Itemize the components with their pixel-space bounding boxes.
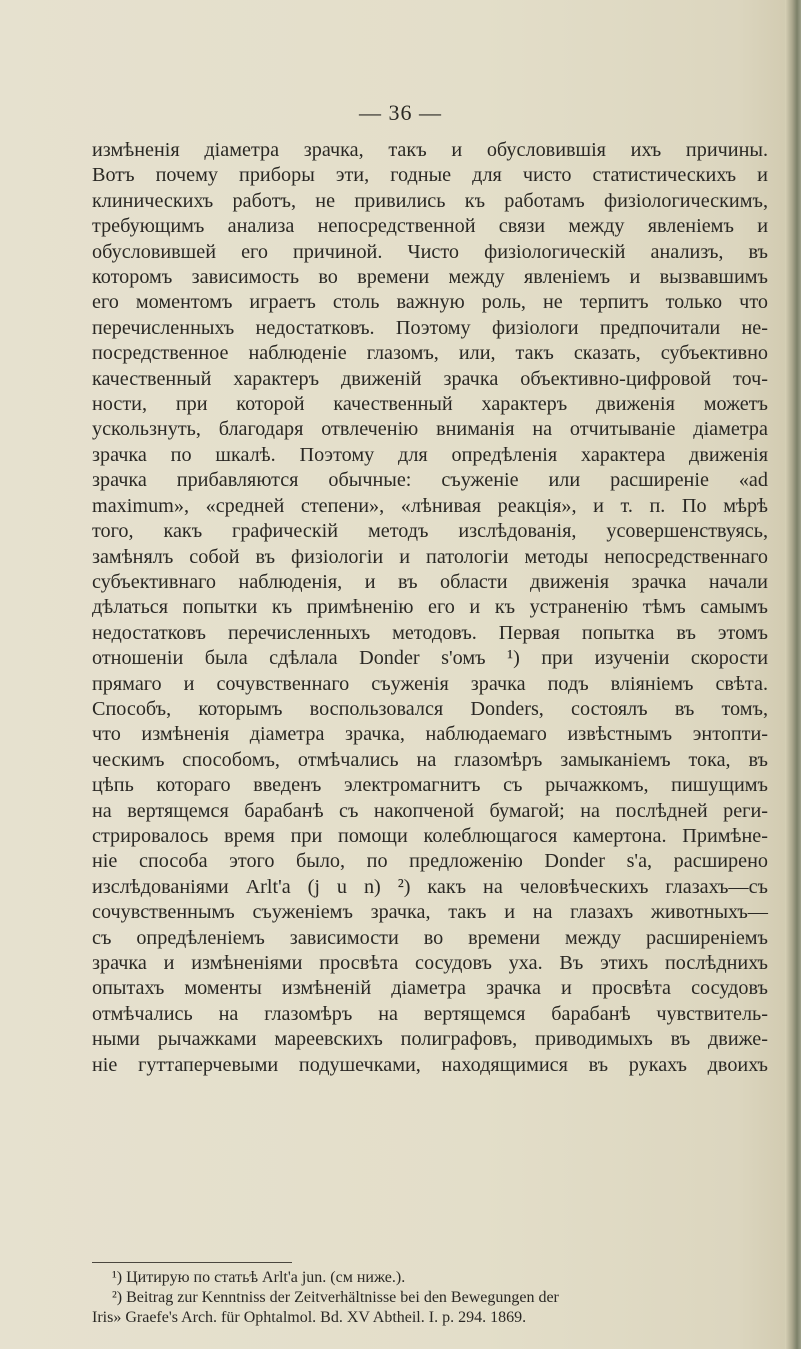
text-line: сочувственнымъ съуженіемъ зрачка, такъ и на глазахъ животныхъ— — [92, 901, 768, 924]
text-line: ными рычажками мареевскихъ полиграфовъ, приводимыхъ въ движе- — [92, 1028, 768, 1051]
text-line: его моментомъ играетъ столь важную роль, не терпитъ только что — [92, 291, 768, 314]
text-line: прямаго и сочувственнаго съуженія зрачка подъ вліяніемъ свѣта. — [92, 672, 768, 695]
text-line: опытахъ моменты измѣненій діаметра зрачка и просвѣта сосудовъ — [92, 977, 768, 1000]
text-line: что измѣненія діаметра зрачка, наблюдаемаго извѣстнымъ энтопти- — [92, 723, 768, 746]
text-line: требующимъ анализа непосредственной связи между явленіемъ и — [92, 215, 768, 238]
text-line: цѣпь котораго введенъ электромагнитъ съ рычажкомъ, пишущимъ — [92, 774, 768, 797]
text-line: Способъ, которымъ воспользовался Donders, состоялъ въ томъ, — [92, 697, 768, 720]
text-line: обусловившей его причиной. Чисто физіологическій анализъ, въ — [92, 240, 768, 263]
footnote-2: ²) Beitrag zur Kenntniss der Zeitverhältnisse bei den Bewegungen der — [112, 1289, 559, 1306]
text-line: зрачка прибавляются обычные: съуженіе или расширеніе «ad — [92, 469, 768, 492]
body-text — [92, 138, 768, 1078]
text-line: посредственное наблюденіе глазомъ, или, такъ сказать, субъективно — [92, 342, 768, 365]
text-line: качественный характеръ движеній зрачка объективно-цифровой точ- — [92, 367, 768, 390]
text-line: клиническихъ работъ, не привились къ работамъ физіологическимъ, — [92, 189, 768, 212]
text-line: стрировалось время при помощи колеблющагося камертона. Примѣне- — [92, 824, 768, 847]
text-line: изслѣдованіями Arlt'a (j u n) ²) какъ на человѣческихъ глазахъ—съ — [92, 875, 768, 898]
text-line: ніе способа этого было, по предложенію Donder s'a, расширено — [92, 850, 768, 873]
text-line: недостатковъ перечисленныхъ методовъ. Первая попытка въ этомъ — [92, 621, 768, 644]
text-line: ускользнуть, благодаря отвлеченію вниманія на отчитываніе діаметра — [92, 418, 768, 441]
text-line: Вотъ почему приборы эти, годные для чисто статистическихъ и — [92, 164, 768, 187]
text-line: ніе гуттаперчевыми подушечками, находящимися въ рукахъ двоихъ — [92, 1053, 768, 1076]
footnote-divider — [92, 1262, 292, 1263]
text-line: maximum», «средней степени», «лѣнивая реакція», и т. п. По мѣрѣ — [92, 494, 768, 517]
text-line: отношеніи была сдѣлала Donder s'омъ ¹) при изученіи скорости — [92, 647, 768, 670]
text-line: съ опредѣленіемъ зависимости во времени между расширеніемъ — [92, 926, 768, 949]
text-line: отмѣчались на глазомѣръ на вертящемся барабанѣ чувствитель- — [92, 1002, 768, 1025]
footnote-1: ¹) Цитирую по статьѣ Arlt'a jun. (см ниже.). — [112, 1269, 406, 1286]
text-line: того, какъ графическій методъ изслѣдованія, усовершенствуясь, — [92, 520, 768, 543]
text-line: измѣненія діаметра зрачка, такъ и обусловившія ихъ причины. — [92, 139, 768, 161]
page-number: — 36 — — [359, 100, 442, 125]
footnote-2-continuation: Iris» Graefe's Arch. für Ophtalmol. Bd. XV Abtheil. I. p. 294. 1869. — [92, 1309, 527, 1326]
text-line: субъективнаго наблюденія, и въ области движенія зрачка начали — [92, 570, 768, 593]
text-line: перечисленныхъ недостатковъ. Поэтому физіологи предпочитали не- — [92, 316, 768, 339]
text-line: зрачка по шкалѣ. Поэтому для опредѣленія характера движенія — [92, 443, 768, 466]
text-line: замѣнялъ собой въ физіологіи и патологіи методы непосредственнаго — [92, 545, 768, 568]
page-edge-shadow — [785, 0, 801, 1349]
text-line: ческимъ способомъ, отмѣчались на глазомѣръ замыканіемъ тока, въ — [92, 748, 768, 771]
text-line: зрачка и измѣненіями просвѣта сосудовъ уха. Въ этихъ послѣднихъ — [92, 952, 768, 974]
footnotes — [92, 1268, 768, 1328]
text-line: которомъ зависимость во времени между явленіемъ и вызвавшимъ — [92, 266, 768, 289]
text-line: дѣлаться попытки къ примѣненію его и къ устраненію тѣмъ самымъ — [92, 596, 768, 619]
text-line: ности, при которой качественный характеръ движенія можетъ — [92, 393, 768, 416]
text-line: на вертящемся барабанѣ съ накопченой бумагой; на послѣдней реги- — [92, 799, 768, 822]
